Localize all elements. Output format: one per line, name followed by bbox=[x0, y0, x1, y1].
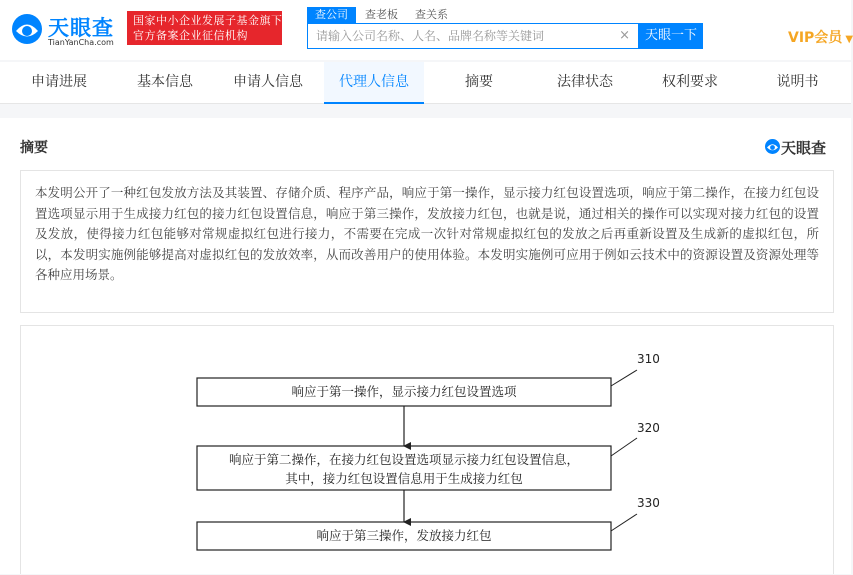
step-330-number: 330 bbox=[637, 496, 660, 510]
step-310-number: 310 bbox=[637, 352, 660, 366]
step-330-text: 响应于第三操作，发放接力红包 bbox=[316, 528, 492, 543]
chevron-down-icon: ▼ bbox=[845, 34, 853, 45]
tab-basic-info[interactable]: 基本信息 bbox=[137, 74, 193, 90]
vip-member-link[interactable] bbox=[788, 27, 853, 47]
tianyancha-brand-icon bbox=[764, 138, 781, 155]
brand-text: 天眼查 bbox=[781, 139, 827, 157]
search-button[interactable]: 天眼一下 bbox=[639, 23, 703, 49]
step-320-number: 320 bbox=[637, 421, 660, 435]
abstract-figure bbox=[20, 325, 834, 574]
logo-text: 天眼查 bbox=[48, 16, 114, 40]
tianyancha-logo-icon bbox=[10, 12, 44, 46]
tab-applicant-info[interactable]: 申请人信息 bbox=[233, 74, 303, 90]
badge-line-2: 官方备案企业征信机构 bbox=[133, 29, 248, 42]
step-320-text-line2: 其中，接力红包设置信息用于生成接力红包 bbox=[285, 471, 523, 486]
flowchart bbox=[21, 326, 835, 575]
tab-search-company[interactable]: 查公司 bbox=[307, 7, 356, 23]
step-320-leader bbox=[611, 438, 637, 456]
abstract-panel bbox=[0, 118, 851, 574]
section-title: 摘要 bbox=[20, 140, 48, 156]
tab-search-boss[interactable]: 查老板 bbox=[365, 8, 398, 21]
tab-claims[interactable]: 权利要求 bbox=[662, 74, 718, 90]
tab-legal-status[interactable]: 法律状态 bbox=[557, 74, 613, 90]
vip-label: VIP会员 bbox=[788, 30, 843, 46]
brand-watermark bbox=[764, 137, 834, 157]
logo-domain: TianYanCha.com bbox=[48, 38, 114, 47]
tab-abstract[interactable]: 摘要 bbox=[465, 74, 493, 90]
abstract-text: 本发明公开了一种红包发放方法及其装置、存储介质、程序产品，响应于第一操作，显示接力红包设置选项，响应于第二操作，在接力红包设置选项显示用于生成接力红包的接力红包设置信息，响应于第三操作，发放接力红包，也就是说，通过相关的操作可以实现对接力红包的设置及发放，使得接力红包能够对常规虚拟红包进行接力，不需要在完成一次针对常规虚拟红包的发放之后再重新设置及生成新的虚拟红包，所以，本发明实施例能够提高对虚拟红包的发放效率，从而改善用户的使用体验。本发明实施例可应用于例如云技术中的资源设置及资源处理等各种应用场景。 bbox=[20, 170, 834, 313]
official-badge bbox=[127, 11, 282, 45]
badge-line-1: 国家中小企业发展子基金旗下 bbox=[133, 14, 283, 27]
tab-application-progress[interactable]: 申请进展 bbox=[31, 74, 87, 90]
search-input[interactable] bbox=[308, 24, 618, 48]
site-logo[interactable] bbox=[10, 10, 120, 50]
top-header bbox=[0, 0, 851, 60]
search-box bbox=[307, 23, 639, 49]
step-320-text-line1: 响应于第二操作，在接力红包设置选项显示接力红包设置信息， bbox=[228, 452, 580, 467]
tab-agent-info[interactable]: 代理人信息 bbox=[324, 62, 424, 104]
patent-nav-tabs bbox=[0, 62, 851, 104]
step-310-text: 响应于第一操作，显示接力红包设置选项 bbox=[291, 384, 517, 399]
step-310-leader bbox=[611, 370, 637, 386]
step-330-leader bbox=[611, 514, 637, 531]
tab-search-relation[interactable]: 查关系 bbox=[415, 8, 448, 21]
tab-description[interactable]: 说明书 bbox=[776, 74, 819, 90]
clear-icon[interactable]: × bbox=[619, 28, 630, 43]
